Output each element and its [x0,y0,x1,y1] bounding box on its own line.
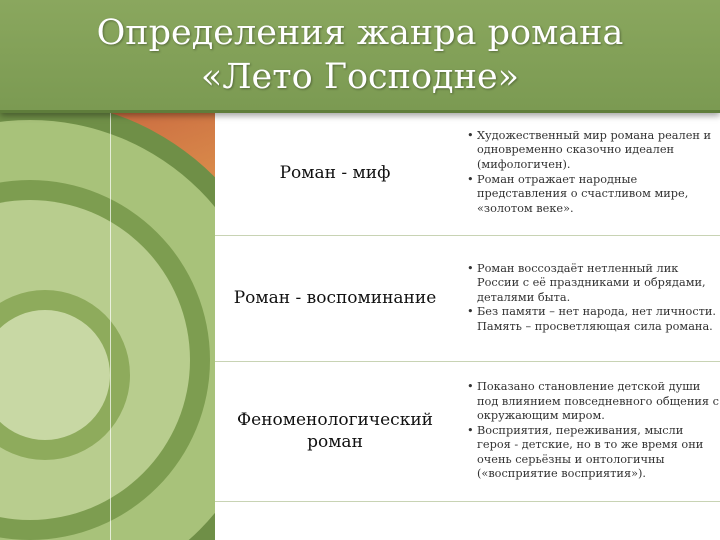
decorative-circles [0,110,215,540]
bullet-dot-icon: • [467,261,474,275]
bullet-text: Без памяти – нет народа, нет личности. Память – просветляющая сила романа. [477,305,717,333]
bullet-dot-icon: • [467,305,474,319]
bullet-text: Восприятия, переживания, мысли героя - детские, но в то же время они очень серьёзны и онтологичны («восприятие восприятия»). [477,423,704,481]
description-bullet [457,173,720,217]
bullet-text: Роман воссоздаёт нетленный лик России с её праздниками и обрядами, деталями быта. [477,261,706,304]
table-row [215,361,720,502]
title-bar [0,0,720,113]
genre-description [457,361,720,501]
slide-title-line-2: «Лето Господне» [200,57,520,97]
bullet-dot-icon: • [467,423,474,437]
bullet-dot-icon: • [467,379,474,393]
bullet-text: Художественный мир романа реален и одновременно сказочно идеален (мифологичен). [477,128,712,171]
bullet-text: Показано становление детской души под влиянием повседневного общения с окружающим миром. [477,379,719,423]
description-bullet [457,305,720,334]
description-bullet [457,129,720,173]
table-row [215,110,720,236]
bullet-text: Роман отражает народные представления о счастливом мире, «золотом веке». [477,172,689,215]
genre-label: Роман - воспоминание [233,288,437,308]
bullet-dot-icon: • [467,172,474,186]
decorative-line [110,110,111,540]
table-row [215,235,720,362]
genre-description [457,235,720,361]
genre-label: Феноменологический роман [237,410,433,452]
slide-title-line-1: Определения жанра романа [96,13,624,53]
table-row-empty [215,501,720,540]
genre-description [457,110,720,235]
description-bullet [457,262,720,306]
genre-label: Роман - миф [279,162,391,183]
description-bullet [457,380,720,424]
description-bullet [457,424,720,482]
definitions-table [215,110,720,540]
bullet-dot-icon: • [467,128,474,142]
